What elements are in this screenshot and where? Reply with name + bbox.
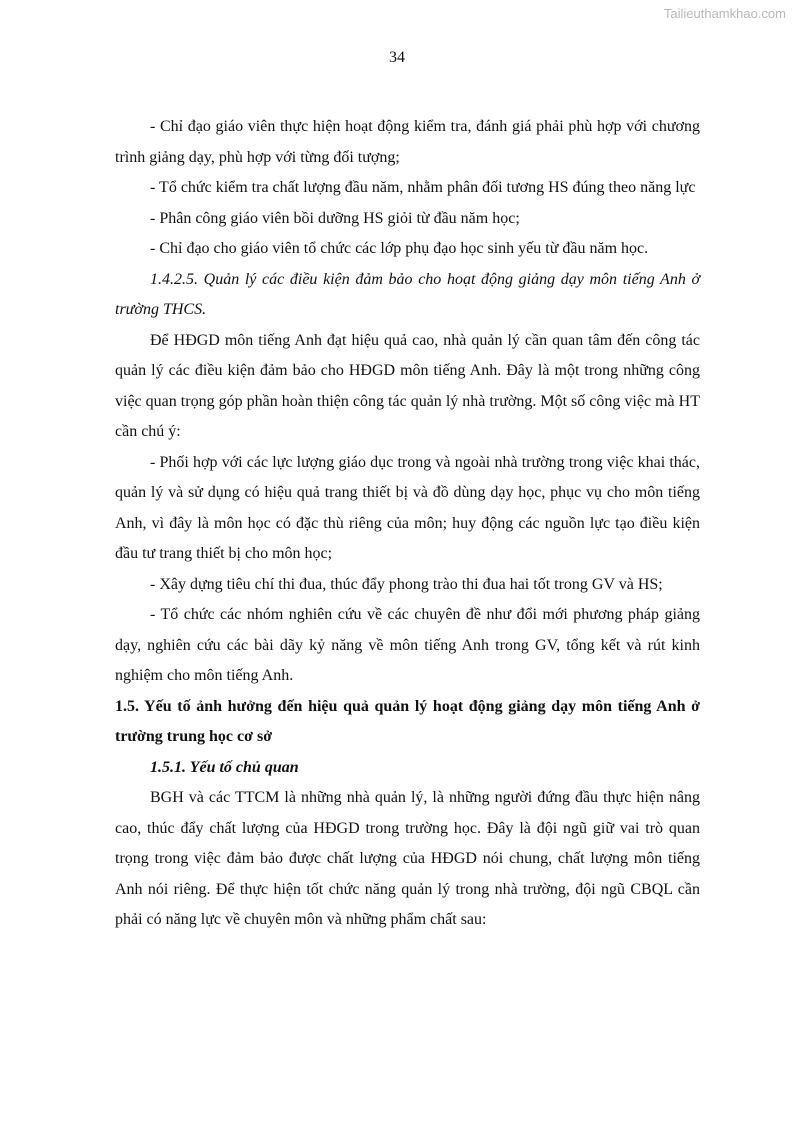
paragraph-subjective-factor: BGH và các TTCM là những nhà quản lý, là những người đứng đầu thực hiện nâng cao, thúc đẩy chất lượng của HĐGD trong trường học. Đây là đội ngũ giữ vai trò quan trọng trong việc đảm bảo được chất lượng của HĐGD nói chung, chất lượng môn tiếng Anh nói riêng. Để thực hiện tốt chức năng quản lý trong nhà trường, đội ngũ CBQL cần phải có năng lực về chuyên môn và những phẩm chất sau:: [115, 789, 700, 928]
paragraph-remedial-classes: - Chỉ đạo cho giáo viên tổ chức các lớp phụ đạo học sinh yếu từ đầu năm học.: [150, 240, 649, 257]
paragraph-conditions-intro: Để HĐGD môn tiếng Anh đạt hiệu quả cao, nhà quản lý cần quan tâm đến công tác quản lý các điều kiện đảm bảo cho HĐGD môn tiếng Anh. Đây là một trong những công việc quan trọng góp phần hoàn thiện công tác quản lý nhà trường. Một số công việc mà HT cần chú ý:: [115, 331, 700, 440]
paragraph-coordination: - Phối hợp với các lực lượng giáo dục trong và ngoài nhà trường trong việc khai thác, quản lý và sử dụng có hiệu quả trang thiết bị và đồ dùng dạy học, phục vụ cho môn tiếng Anh, vì đây là môn học có đặc thù riêng của môn; huy động các nguồn lực tạo điều kiện đầu tư trang thiết bị cho môn học;: [115, 453, 700, 562]
section-heading-1-4-2-5: 1.4.2.5. Quản lý các điều kiện đảm bảo cho hoạt động giảng dạy môn tiếng Anh ở trường THCS.: [115, 270, 700, 318]
document-body: [115, 112, 700, 936]
watermark: Tailieuthamkhao.com: [663, 6, 786, 21]
page-number: 34: [389, 49, 405, 66]
section-heading-1-5-1: 1.5.1. Yếu tố chủ quan: [150, 758, 299, 776]
paragraph-emulation: - Xây dựng tiêu chí thi đua, thúc đẩy phong trào thi đua hai tốt trong GV và HS;: [150, 575, 663, 593]
paragraph-research-groups: - Tổ chức các nhóm nghiên cứu về các chuyên đề như đổi mới phương pháp giảng dạy, nghiên cứu các bài dãy kỷ năng về môn tiếng Anh trong GV, tổng kết và rút kinh nghiệm cho môn tiếng Anh.: [115, 606, 700, 684]
paragraph-gifted-training: - Phân công giáo viên bồi dưỡng HS giỏi từ đầu năm học;: [150, 209, 520, 227]
paragraph-entrance-test: - Tổ chức kiểm tra chất lượng đầu năm, nhằm phân đối tương HS đúng theo năng lực: [150, 179, 696, 196]
paragraph-directive-assessment: - Chỉ đạo giáo viên thực hiện hoạt động kiểm tra, đánh giá phải phù hợp với chương trình giảng dạy, phù hợp với từng đối tượng;: [115, 118, 700, 166]
section-heading-1-5: 1.5. Yếu tố ảnh hưởng đến hiệu quả quản lý hoạt động giảng dạy môn tiếng Anh ở trường trung học cơ sở: [115, 697, 700, 745]
